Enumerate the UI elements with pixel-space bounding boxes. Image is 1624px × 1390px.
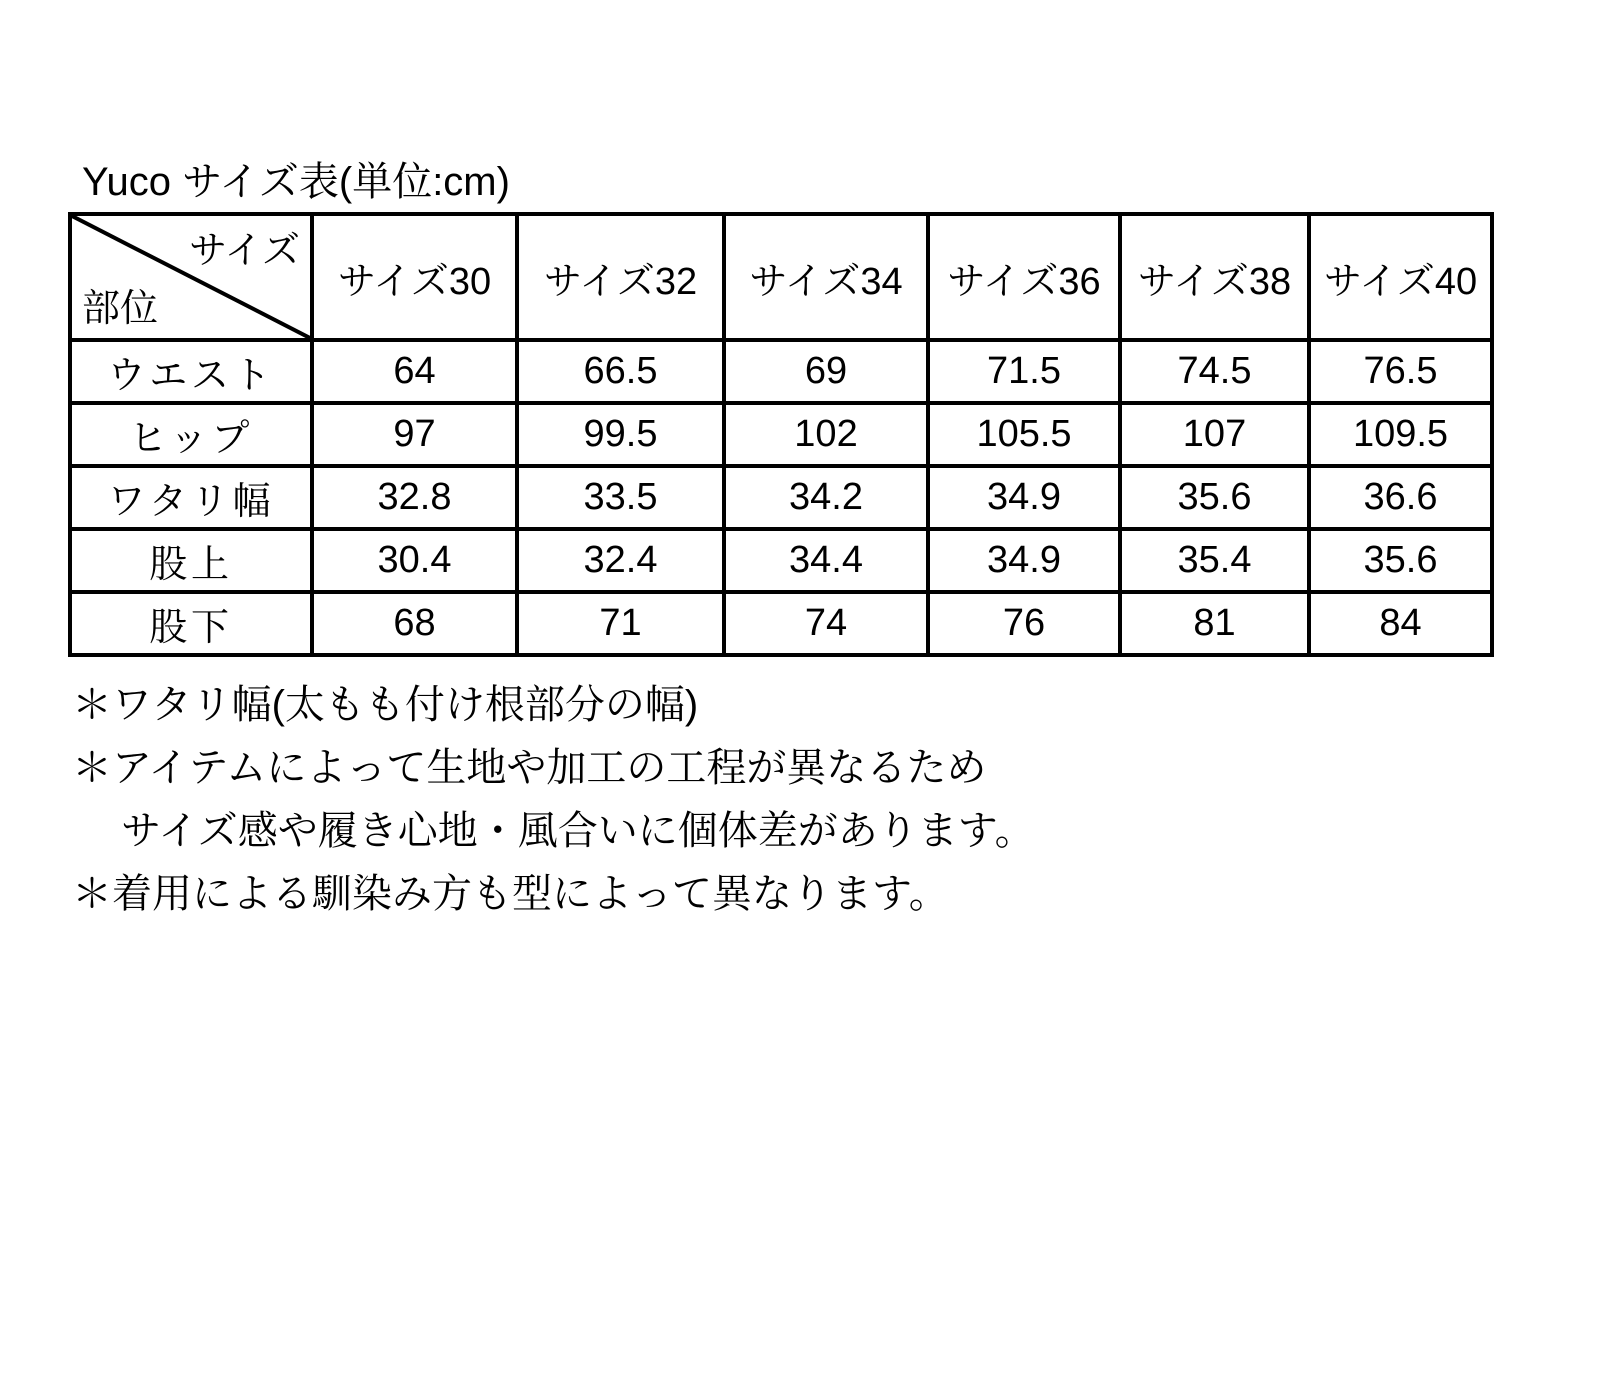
corner-header-cell [70, 214, 312, 340]
table-cell-1-4: 107 [1120, 403, 1309, 466]
column-header-5: サイズ40 [1309, 214, 1492, 340]
table-cell-1-2: 102 [724, 403, 928, 466]
row-label-4: 股下 [70, 592, 312, 655]
table-cell-0-1: 66.5 [517, 340, 724, 403]
column-header-2: サイズ34 [724, 214, 928, 340]
table-cell-0-0: 64 [312, 340, 517, 403]
table-cell-2-5: 36.6 [1309, 466, 1492, 529]
table-cell-4-1: 71 [517, 592, 724, 655]
table-row-3 [70, 529, 1492, 592]
row-label-3: 股上 [70, 529, 312, 592]
table-cell-4-3: 76 [928, 592, 1120, 655]
table-cell-4-5: 84 [1309, 592, 1492, 655]
row-label-2: ワタリ幅 [70, 466, 312, 529]
note-line-2: サイズ感や履き心地・風合いに個体差があります。 [121, 809, 1035, 853]
table-cell-3-5: 35.6 [1309, 529, 1492, 592]
size-table-body [70, 340, 1492, 655]
table-row-1 [70, 403, 1492, 466]
table-cell-1-0: 97 [312, 403, 517, 466]
table-cell-2-4: 35.6 [1120, 466, 1309, 529]
table-cell-2-0: 32.8 [312, 466, 517, 529]
note-line-1: ＊アイテムによって生地や加工の工程が異なるため [72, 746, 987, 790]
note-line-0: ＊ワタリ幅(太もも付け根部分の幅) [72, 683, 699, 727]
table-cell-2-3: 34.9 [928, 466, 1120, 529]
note-line-3: ＊着用による馴染み方も型によって異なります。 [72, 872, 949, 916]
table-cell-4-2: 74 [724, 592, 928, 655]
header-row [70, 214, 1492, 340]
table-cell-0-5: 76.5 [1309, 340, 1492, 403]
table-row-0 [70, 340, 1492, 403]
row-label-0: ウエスト [70, 340, 312, 403]
table-cell-4-0: 68 [312, 592, 517, 655]
table-cell-2-1: 33.5 [517, 466, 724, 529]
notes-block [72, 674, 1035, 926]
table-cell-4-4: 81 [1120, 592, 1309, 655]
table-cell-0-4: 74.5 [1120, 340, 1309, 403]
table-cell-3-2: 34.4 [724, 529, 928, 592]
column-header-1: サイズ32 [517, 214, 724, 340]
corner-size-label: サイズ [189, 230, 300, 272]
page-title: Yuco サイズ表(単位:cm) [82, 160, 510, 204]
table-cell-0-2: 69 [724, 340, 928, 403]
table-cell-2-2: 34.2 [724, 466, 928, 529]
size-table [68, 212, 1494, 657]
table-cell-3-3: 34.9 [928, 529, 1120, 592]
table-row-4 [70, 592, 1492, 655]
table-cell-3-0: 30.4 [312, 529, 517, 592]
column-header-4: サイズ38 [1120, 214, 1309, 340]
table-row-2 [70, 466, 1492, 529]
column-header-3: サイズ36 [928, 214, 1120, 340]
table-cell-1-1: 99.5 [517, 403, 724, 466]
column-header-0: サイズ30 [312, 214, 517, 340]
corner-part-label: 部位 [82, 288, 159, 330]
table-cell-0-3: 71.5 [928, 340, 1120, 403]
row-label-1: ヒップ [70, 403, 312, 466]
table-cell-1-3: 105.5 [928, 403, 1120, 466]
table-cell-3-1: 32.4 [517, 529, 724, 592]
table-cell-1-5: 109.5 [1309, 403, 1492, 466]
table-cell-3-4: 35.4 [1120, 529, 1309, 592]
